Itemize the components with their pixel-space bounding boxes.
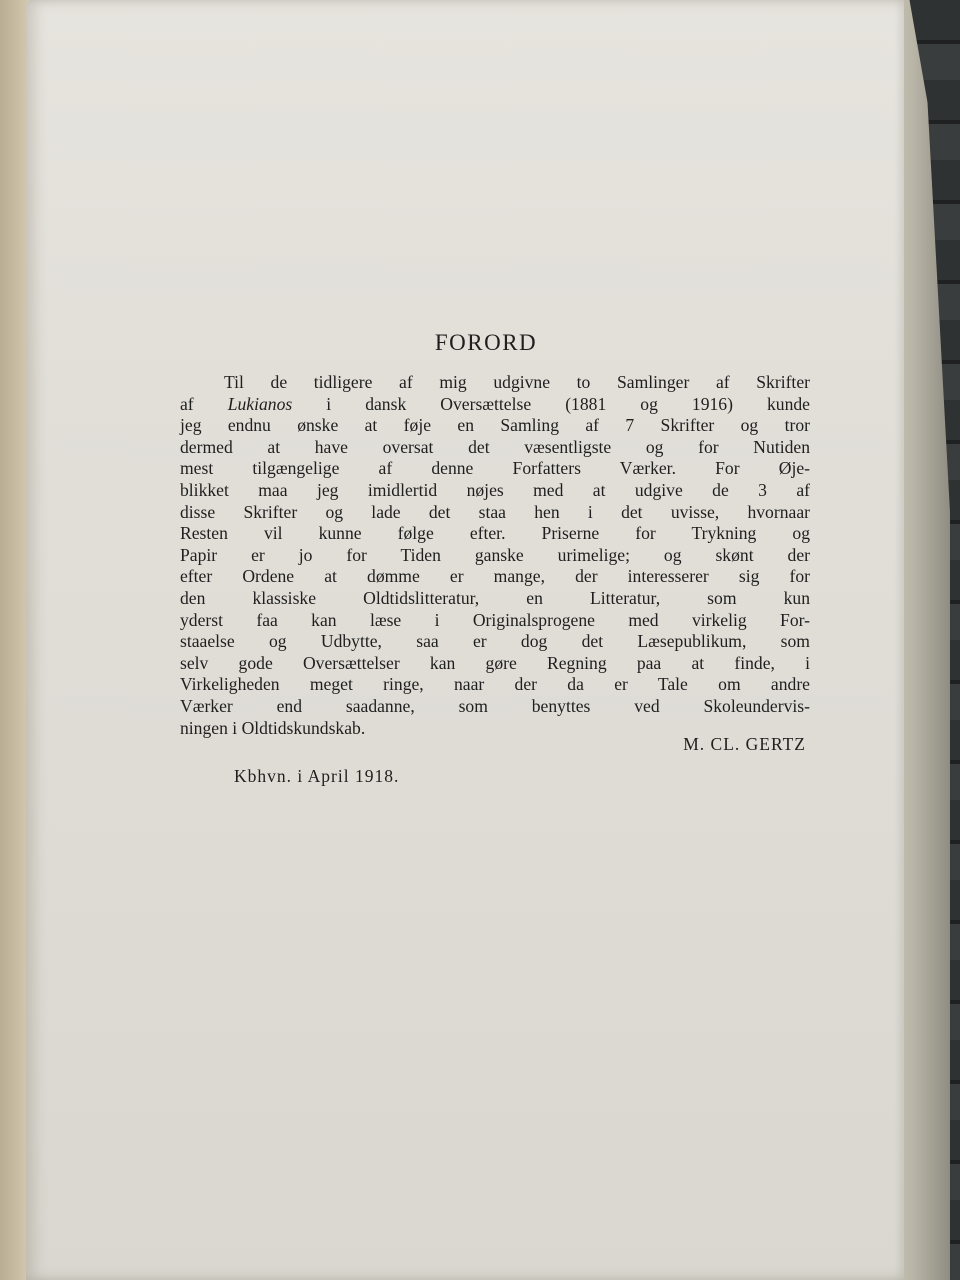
book-page [26,0,904,1280]
page-title: FORORD [434,330,538,355]
text-line: den klassiske Oldtidslitteratur, en Litteratur, som kun [180,587,810,608]
text-line: staaelse og Udbytte, saa er dog det Læsepublikum, som [180,631,810,652]
text-line: disse Skrifter og lade det staa hen i det uvisse, hvornaar [180,501,810,522]
preface-paragraph [180,372,810,739]
text-line: Papir er jo for Tiden ganske urimelige; og skønt der [180,544,810,565]
text-line: mest tilgængelige af denne Forfatters Værker. For Øje- [180,458,810,479]
text-line [180,394,810,416]
text-line: Til de tidligere af mig udgivne to Samlinger af Skrifter [224,372,810,392]
text-line: Resten vil kunne følge efter. Priserne for Trykning og [180,523,810,544]
text-line: dermed at have oversat det væsentligste og for Nutiden [180,436,810,457]
text-line: efter Ordene at dømme er mange, der interesserer sig for [180,566,810,587]
text-line: Virkeligheden meget ringe, naar der da er Tale om andre [180,674,810,695]
author-signature: M. CL. GERTZ [683,734,806,754]
place-date-line: Kbhvn. i April 1918. [234,766,400,786]
text-line: jeg endnu ønske at føje en Samling af 7 Skrifter og tror [180,415,810,436]
author-name: Lukianos [227,393,293,414]
text-line: selv gode Oversættelser kan gøre Regning paa at finde, i [180,652,810,673]
text-fragment: af [180,393,228,414]
text-line: Værker end saadanne, som benyttes ved Skoleundervis- [180,695,810,716]
text-line: ningen i Oldtidskundskab. [180,717,366,738]
text-line: blikket maa jeg imidlertid nøjes med at udgive de 3 af [180,479,810,500]
text-fragment: i dansk Oversættelse (1881 og 1916) kunde [292,393,810,414]
text-line: yderst faa kan læse i Originalsprogene med virkelig For- [180,609,810,630]
